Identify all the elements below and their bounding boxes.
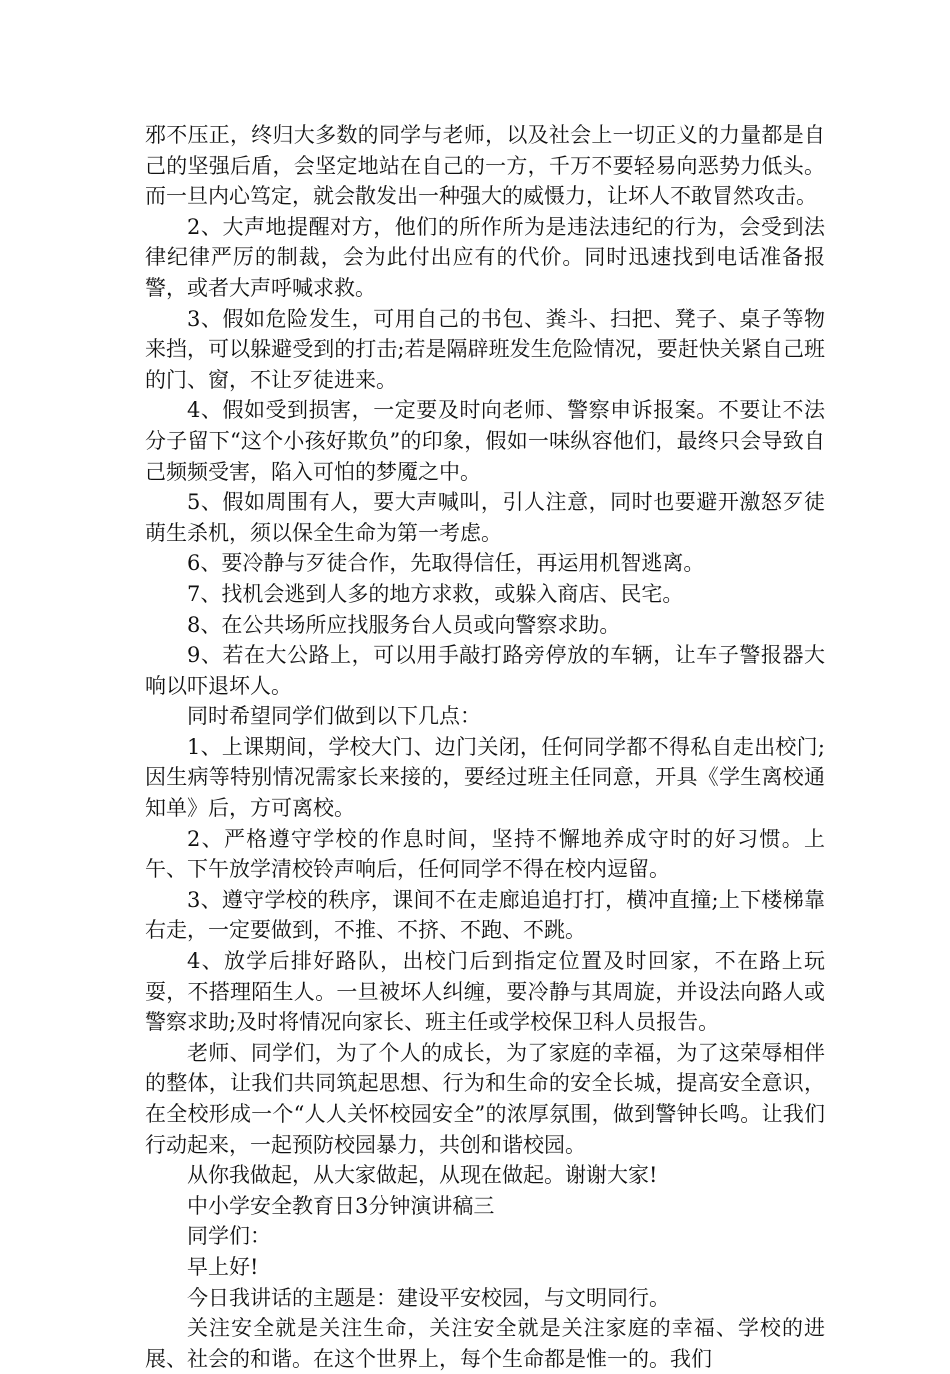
- greeting: 早上好!: [187, 1254, 259, 1279]
- paragraph: 7、找机会逃到人多的地方求救，或躲入商店、民宅。: [187, 581, 684, 606]
- paragraph: 今日我讲话的主题是：建设平安校园，与文明同行。: [187, 1285, 670, 1310]
- paragraph: 2、严格遵守学校的作息时间，坚持不懈地养成守时的好习惯。上午、下午放学清校铃声响后，任何同学不得在校内逗留。: [145, 826, 825, 882]
- document-body: [145, 120, 825, 1374]
- paragraph: 4、假如受到损害，一定要及时向老师、警察申诉报案。不要让不法分子留下“这个小孩好欺负”的印象，假如一味纵容他们，最终只会导致自己频频受害，陷入可怕的梦魇之中。: [145, 398, 825, 484]
- salutation: 同学们：: [187, 1224, 271, 1249]
- section-title: 中小学安全教育日3分钟演讲稿三: [187, 1193, 495, 1218]
- paragraph: 8、在公共场所应找服务台人员或向警察求助。: [187, 612, 621, 637]
- paragraph: 9、若在大公路上，可以用手敲打路旁停放的车辆，让车子警报器大响以吓退坏人。: [145, 643, 825, 698]
- paragraph: 1、上课期间，学校大门、边门关闭，任何同学都不得私自走出校门;因生病等特别情况需家长来接的，要经过班主任同意，开具《学生离校通知单》后，方可离校。: [145, 734, 825, 821]
- paragraph: 3、假如危险发生，可用自己的书包、粪斗、扫把、凳子、桌子等物来挡，可以躲避受到的打击;若是隔辟班发生危险情况，要赶快关紧自己班的门、窗，不让歹徒进来。: [145, 306, 825, 392]
- paragraph: 4、放学后排好路队，出校门后到指定位置及时回家，不在路上玩耍，不搭理陌生人。一旦被坏人纠缠，要冷静与其周旋，并设法向路人或警察求助;及时将情况向家长、班主任或学校保卫科人员报告。: [145, 949, 825, 1035]
- paragraph: 同时希望同学们做到以下几点：: [187, 704, 481, 729]
- paragraph: 2、大声地提醒对方，他们的所作所为是违法违纪的行为，会受到法律纪律严厉的制裁，会为此付出应有的代价。同时迅速找到电话准备报警，或者大声呼喊求救。: [145, 214, 825, 300]
- paragraph: 3、遵守学校的秩序，课间不在走廊追追打打，横冲直撞;上下楼梯靠右走，一定要做到，不推、不挤、不跑、不跳。: [145, 887, 825, 943]
- paragraph: 5、假如周围有人，要大声喊叫，引人注意，同时也要避开激怒歹徒萌生杀机，须以保全生命为第一考虑。: [145, 490, 825, 545]
- paragraph: 关注安全就是关注生命，关注安全就是关注家庭的幸福、学校的进展、社会的和谐。在这个世界上，每个生命都是惟一的。我们: [145, 1316, 825, 1371]
- paragraph: 从你我做起，从大家做起，从现在做起。谢谢大家!: [187, 1163, 658, 1188]
- paragraph: 6、要冷静与歹徒合作，先取得信任，再运用机智逃离。: [187, 551, 705, 576]
- paragraph: 邪不压正，终归大多数的同学与老师，以及社会上一切正义的力量都是自己的坚强后盾，会坚定地站在自己的一方，千万不要轻易向恶势力低头。而一旦内心笃定，就会散发出一种强大的威慑力，让坏人不敢冒然攻击。: [145, 123, 825, 209]
- paragraph: 老师、同学们，为了个人的成长，为了家庭的幸福，为了这荣辱相伴的整体，让我们共同筑起思想、行为和生命的安全长城，提高安全意识，在全校形成一个“人人关怀校园安全”的浓厚氛围，做到警钟长鸣。让我们行动起来，一起预防校园暴力，共创和谐校园。: [145, 1040, 825, 1157]
